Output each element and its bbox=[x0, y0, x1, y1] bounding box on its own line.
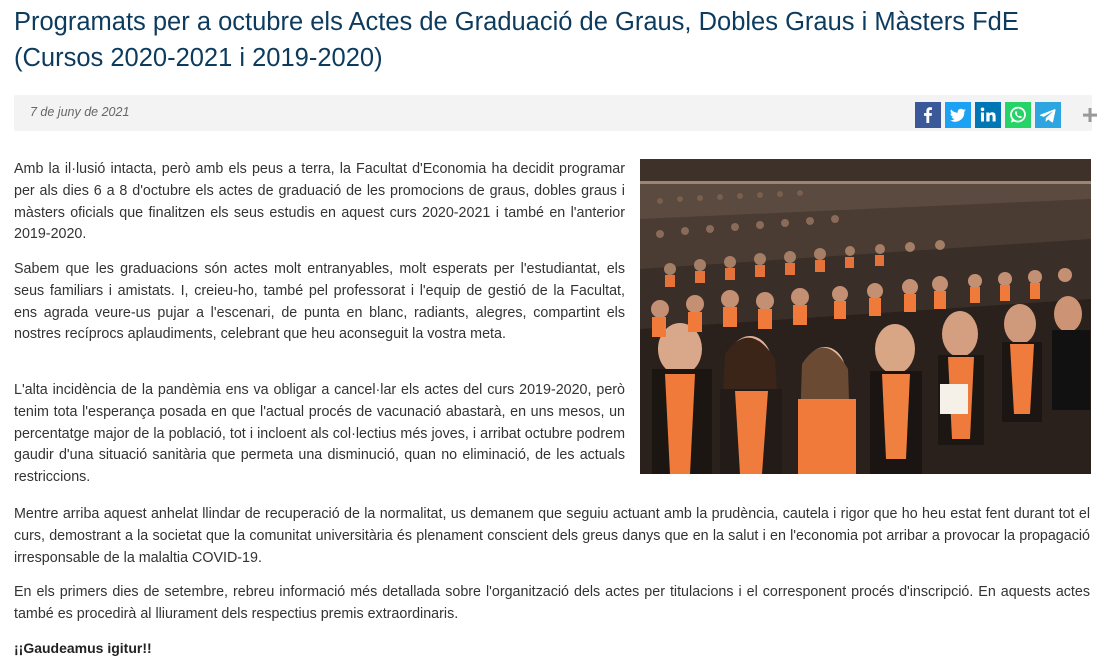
linkedin-icon bbox=[975, 102, 1001, 128]
share-linkedin-button[interactable] bbox=[975, 102, 1001, 128]
share-facebook-button[interactable] bbox=[915, 102, 941, 128]
share-whatsapp-button[interactable] bbox=[1005, 102, 1031, 128]
plus-icon bbox=[1079, 102, 1101, 128]
share-twitter-button[interactable] bbox=[945, 102, 971, 128]
closing-line: ¡¡Gaudeamus igitur!! bbox=[14, 640, 152, 656]
article-paragraph: Mentre arriba aquest anhelat llindar de recuperació de la normalitat, us demanem que seguiu actuant amb la prudència, cautela i rigor que ho heu estat fent durant tot el curs, demostrant a la societat que la comunitat universitària és plenament conscient dels greus danys que en la salut i en l'economia pot arribar a provocar la propagació irresponsable de la malaltia COVID-19. bbox=[14, 506, 1090, 566]
whatsapp-icon bbox=[1005, 102, 1031, 128]
share-more-button[interactable] bbox=[1079, 102, 1101, 128]
share-telegram-button[interactable] bbox=[1035, 102, 1061, 128]
facebook-icon bbox=[915, 102, 941, 128]
twitter-icon bbox=[945, 102, 971, 128]
article-meta-bar bbox=[14, 95, 1092, 131]
article-paragraph: Amb la il·lusió intacta, però amb els peus a terra, la Facultat d'Economia ha decidit programar per als dies 6 a 8 d'octubre els actes de graduació de les promocions de graus, dobles graus i màsters oficials que finalitzen els seus estudis en aquest curs 2020-2021 i també en l'anterior 2019-2020. bbox=[14, 161, 625, 243]
article-title: Programats per a octubre els Actes de Graduació de Graus, Dobles Graus i Màsters FdE (Cursos 2020-2021 i 2019-2020) bbox=[14, 8, 1019, 72]
article-paragraph: Sabem que les graduacions són actes molt entranyables, molt esperats per l'estudiantat, els seus familiars i amistats. I, creieu-ho, també pel professorat i l'equip de gestió de la Facultat, ens agrada veure-us pujar a l'escenari, de punta en blanc, radiants, alegres, compartint els nostres recíprocs aplaudiments, celebrant que heu aconseguit la vostra meta. bbox=[14, 261, 625, 343]
graduation-ceremony-photo bbox=[640, 159, 1091, 474]
article-paragraph: L'alta incidència de la pandèmia ens va obligar a cancel·lar els actes del curs 2019-2020, però tenim tota l'esperança posada en que l'actual procés de vacunació abastarà, en uns mesos, un percentatge major de la població, tot i incloent als col·lectius més joves, i arribat octubre podrem gaudir d'una situació sanitària que permeta una disminució, quan no eliminació, de les actuals restriccions. bbox=[14, 382, 625, 486]
telegram-icon bbox=[1035, 102, 1061, 128]
publish-date: 7 de juny de 2021 bbox=[30, 105, 130, 119]
graduation-audience-image bbox=[640, 159, 1091, 474]
article-paragraph: En els primers dies de setembre, rebreu informació més detallada sobre l'organització dels actes per titulacions i el corresponent procés d'inscripció. En aquests actes també es procedirà al lliurament dels respectius premis extraordinaris. bbox=[14, 584, 1090, 622]
share-toolbar bbox=[915, 102, 1101, 128]
